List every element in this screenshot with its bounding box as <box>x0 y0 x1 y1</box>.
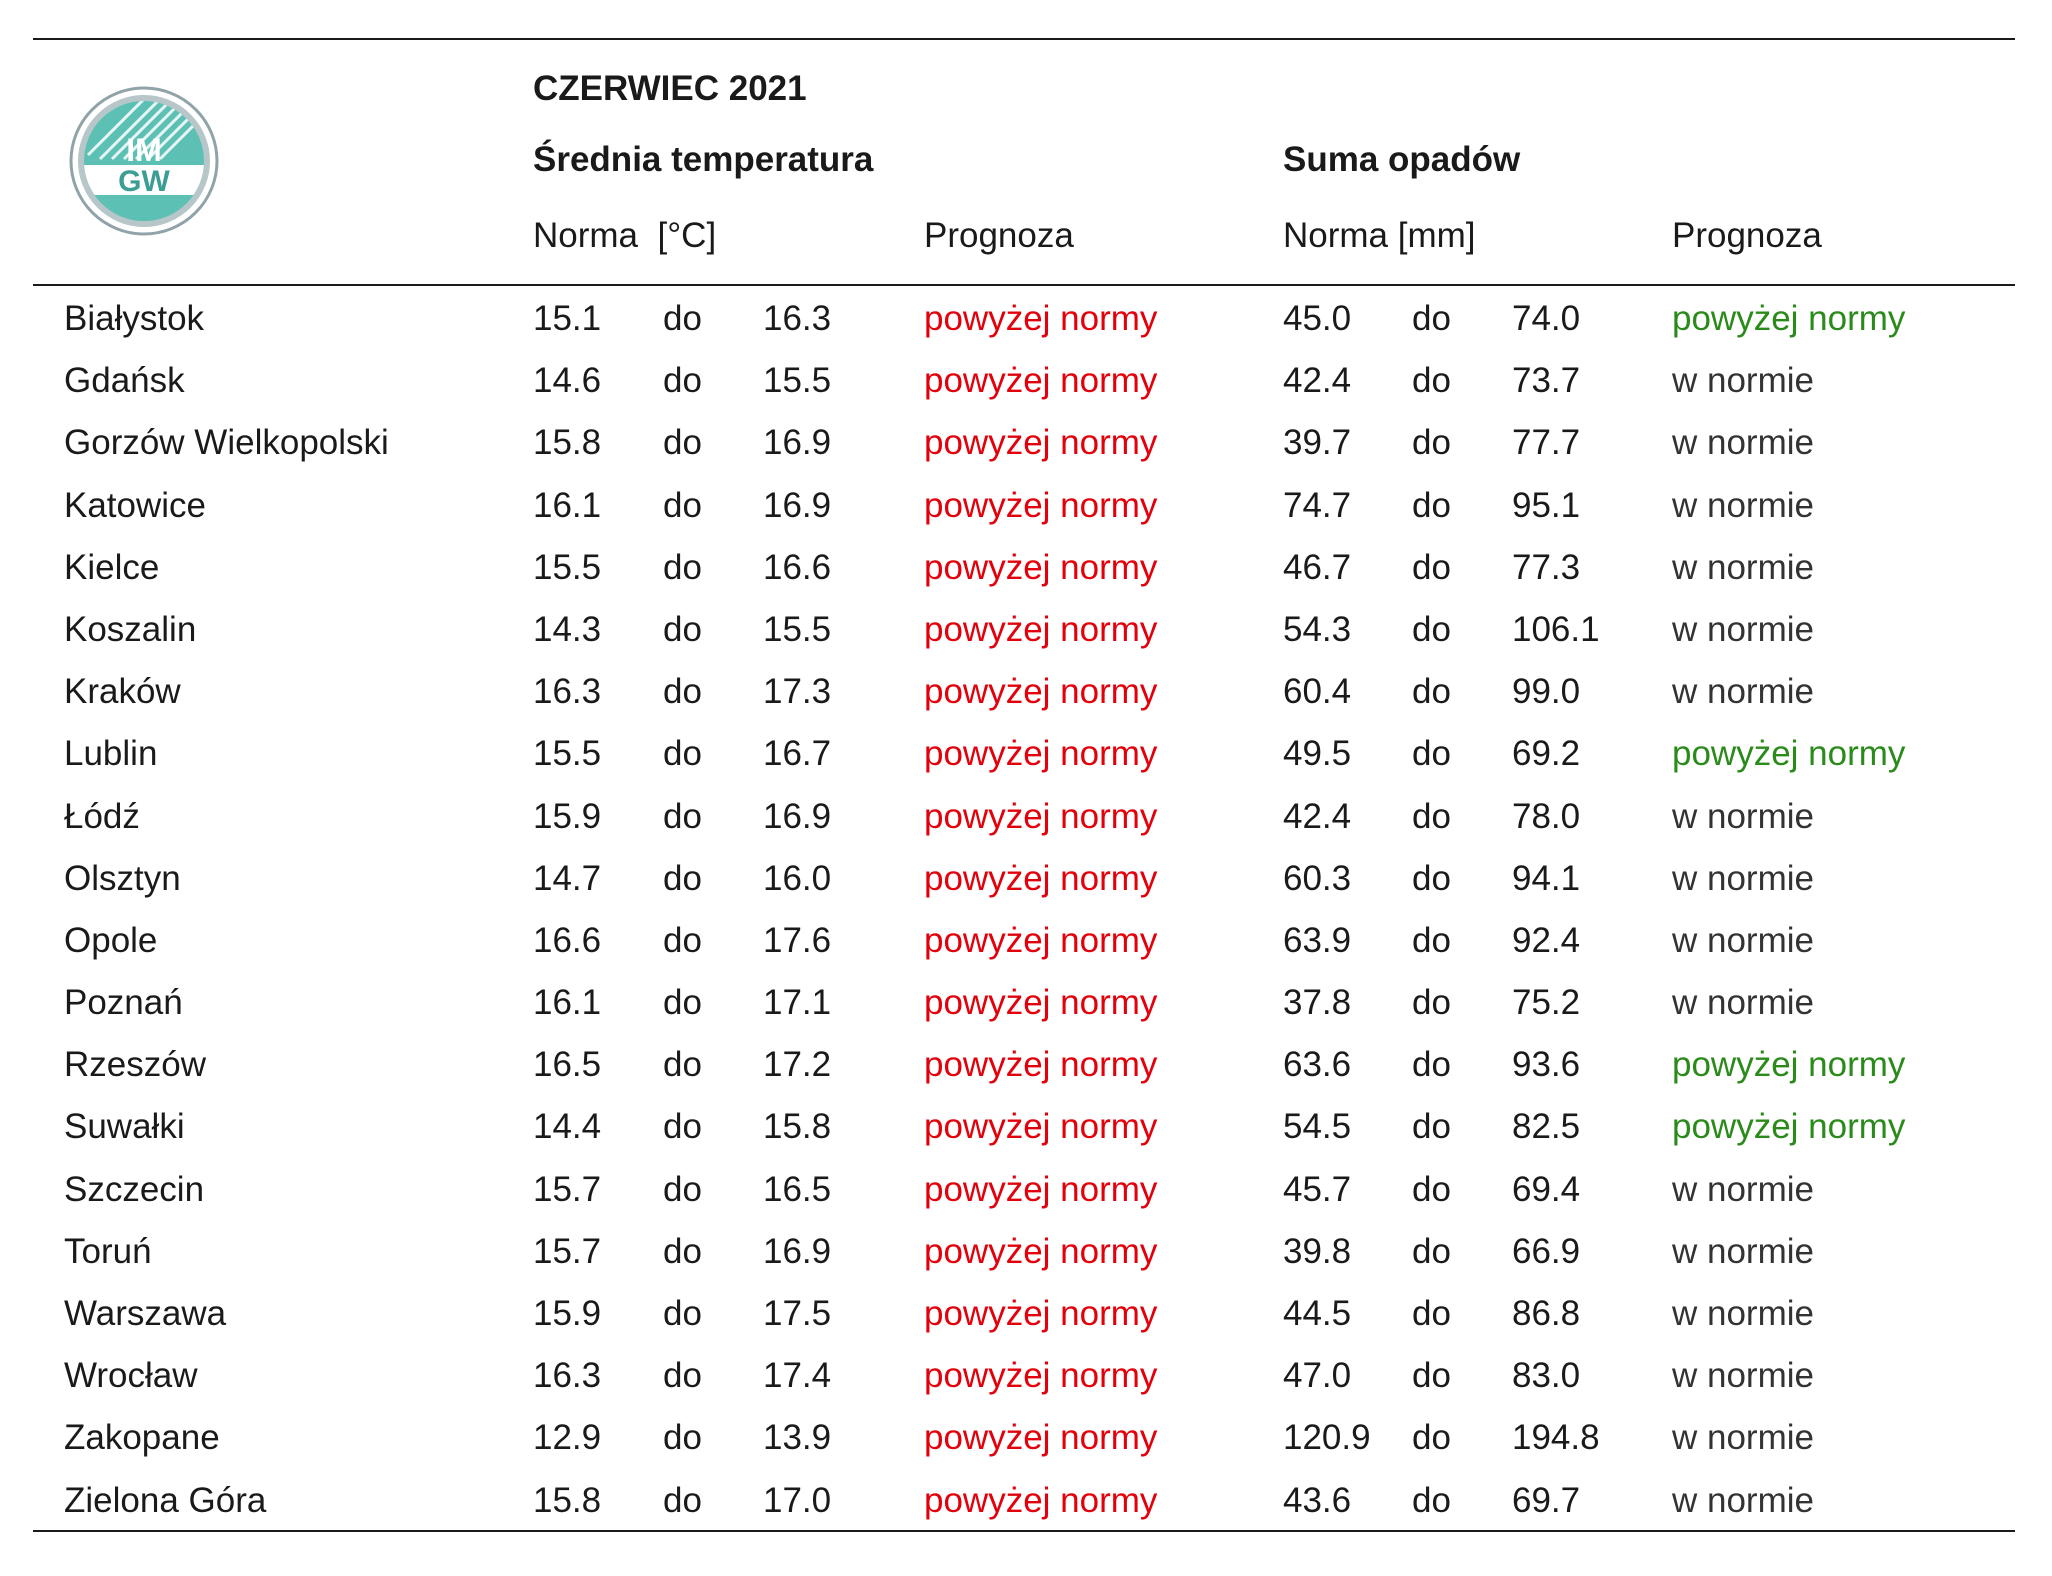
temp-norm-to: 15.8 <box>763 1107 832 1147</box>
city-name: Katowice <box>64 485 207 525</box>
precip-norm-to: 74.0 <box>1512 299 1581 338</box>
temp-norm-from: 14.6 <box>533 361 602 401</box>
city-name: Zakopane <box>64 1418 220 1458</box>
precip-norm-from: 39.8 <box>1283 1231 1352 1271</box>
table-row <box>0 1034 2052 1096</box>
city-name: Łódź <box>64 796 140 836</box>
table-row <box>0 1096 2052 1158</box>
table-row <box>0 537 2052 599</box>
precip-norm-from: 42.4 <box>1283 796 1352 836</box>
temp-norm-from: 16.3 <box>533 1356 602 1396</box>
precip-norm-to: 78.0 <box>1512 796 1581 836</box>
temp-norm-to: 13.9 <box>763 1418 832 1458</box>
precip-norm-from: 39.7 <box>1283 423 1352 463</box>
temp-norm-to: 17.2 <box>763 1045 832 1085</box>
table-row <box>0 723 2052 785</box>
precip-forecast: w normie <box>1672 920 1814 960</box>
precip-forecast: w normie <box>1672 858 1814 898</box>
temp-norm-to: 15.5 <box>763 361 832 401</box>
precip-forecast: w normie <box>1672 547 1814 587</box>
range-separator: do <box>663 609 702 649</box>
city-name: Kraków <box>64 672 181 712</box>
range-separator: do <box>1412 609 1451 649</box>
range-separator: do <box>663 1169 702 1209</box>
temp-norm-from: 12.9 <box>533 1418 602 1458</box>
page-title: CZERWIEC 2021 <box>533 69 807 108</box>
precip-forecast: w normie <box>1672 1480 1814 1520</box>
temp-norm-from: 16.6 <box>533 920 602 960</box>
city-name: Białystok <box>64 299 205 338</box>
precip-norm-to: 93.6 <box>1512 1045 1581 1085</box>
table-row <box>0 1221 2052 1283</box>
temp-norm-from: 14.7 <box>533 858 602 898</box>
temp-forecast: powyżej normy <box>924 1107 1158 1147</box>
precip-forecast: w normie <box>1672 983 1814 1023</box>
table-row <box>0 1345 2052 1407</box>
city-name: Szczecin <box>64 1169 205 1209</box>
range-separator: do <box>663 1231 702 1271</box>
precip-norm-to: 69.7 <box>1512 1480 1581 1520</box>
precip-forecast: w normie <box>1672 672 1814 712</box>
city-name: Opole <box>64 920 158 960</box>
temp-forecast: powyżej normy <box>924 796 1158 836</box>
precip-norm-to: 77.7 <box>1512 423 1581 463</box>
table-row <box>0 412 2052 474</box>
temp-norm-from: 15.9 <box>533 796 602 836</box>
temp-forecast: powyżej normy <box>924 361 1158 401</box>
precip-norm-to: 75.2 <box>1512 983 1581 1023</box>
temp-norm-to: 16.3 <box>763 299 832 338</box>
precip-forecast: powyżej normy <box>1672 1107 1906 1147</box>
temp-norm-to: 17.1 <box>763 983 832 1023</box>
temp-norm-from: 14.3 <box>533 609 602 649</box>
range-separator: do <box>1412 858 1451 898</box>
precip-norm-from: 54.3 <box>1283 609 1352 649</box>
range-separator: do <box>663 983 702 1023</box>
precip-norm-from: 74.7 <box>1283 485 1352 525</box>
range-separator: do <box>1412 734 1451 774</box>
temp-norm-from: 15.7 <box>533 1169 602 1209</box>
precip-norm-from: 46.7 <box>1283 547 1352 587</box>
city-name: Kielce <box>64 547 160 587</box>
temp-norm-from: 15.8 <box>533 423 602 463</box>
temp-forecast: powyżej normy <box>924 983 1158 1023</box>
precip-norm-to: 94.1 <box>1512 858 1581 898</box>
precip-forecast: w normie <box>1672 1231 1814 1271</box>
precip-norm-to: 77.3 <box>1512 547 1581 587</box>
imgw-logo <box>68 85 220 237</box>
table-row <box>0 350 2052 412</box>
precipitation-forecast-header: Prognoza <box>1672 216 1822 255</box>
temp-norm-to: 17.6 <box>763 920 832 960</box>
temp-forecast: powyżej normy <box>924 1169 1158 1209</box>
table-row <box>0 786 2052 848</box>
precip-norm-to: 86.8 <box>1512 1294 1581 1333</box>
range-separator: do <box>1412 1107 1451 1147</box>
precip-norm-from: 49.5 <box>1283 734 1352 774</box>
precip-forecast: w normie <box>1672 485 1814 525</box>
range-separator: do <box>663 1294 702 1333</box>
temp-norm-to: 16.9 <box>763 1231 832 1271</box>
range-separator: do <box>1412 1045 1451 1085</box>
range-separator: do <box>663 547 702 587</box>
temp-norm-to: 17.4 <box>763 1356 832 1396</box>
temp-norm-to: 17.5 <box>763 1294 832 1333</box>
bottom-rule <box>33 1530 2015 1532</box>
precip-norm-from: 63.9 <box>1283 920 1352 960</box>
city-name: Toruń <box>64 1231 152 1271</box>
range-separator: do <box>1412 920 1451 960</box>
logo-text-bottom: GW <box>118 165 170 198</box>
temp-norm-to: 16.9 <box>763 796 832 836</box>
range-separator: do <box>1412 1356 1451 1396</box>
table-row <box>0 1470 2052 1532</box>
precip-forecast: w normie <box>1672 1418 1814 1458</box>
temp-norm-to: 15.5 <box>763 609 832 649</box>
temp-norm-to: 16.9 <box>763 423 832 463</box>
range-separator: do <box>663 1356 702 1396</box>
precip-norm-from: 60.3 <box>1283 858 1352 898</box>
range-separator: do <box>1412 1418 1451 1458</box>
range-separator: do <box>1412 672 1451 712</box>
logo-text-top: IM <box>126 132 162 168</box>
range-separator: do <box>663 734 702 774</box>
precip-forecast: powyżej normy <box>1672 734 1906 774</box>
city-name: Gorzów Wielkopolski <box>64 423 389 463</box>
temp-norm-from: 15.9 <box>533 1294 602 1333</box>
temp-norm-to: 17.0 <box>763 1480 832 1520</box>
precip-forecast: w normie <box>1672 423 1814 463</box>
city-name: Lublin <box>64 734 158 774</box>
temperature-norm-header: Norma [°C] <box>533 216 717 255</box>
city-name: Suwałki <box>64 1107 185 1147</box>
range-separator: do <box>663 920 702 960</box>
city-name: Koszalin <box>64 609 197 649</box>
precip-norm-to: 82.5 <box>1512 1107 1581 1147</box>
precip-norm-to: 106.1 <box>1512 609 1600 649</box>
forecast-table-body <box>0 288 2052 1532</box>
table-row <box>0 972 2052 1034</box>
range-separator: do <box>1412 485 1451 525</box>
precip-norm-from: 37.8 <box>1283 983 1352 1023</box>
precip-forecast: w normie <box>1672 1169 1814 1209</box>
temp-forecast: powyżej normy <box>924 1356 1158 1396</box>
temp-norm-from: 16.1 <box>533 983 602 1023</box>
range-separator: do <box>1412 983 1451 1023</box>
temp-norm-from: 15.1 <box>533 299 602 338</box>
temp-norm-from: 16.3 <box>533 672 602 712</box>
precip-norm-from: 120.9 <box>1283 1418 1371 1458</box>
precip-norm-to: 73.7 <box>1512 361 1581 401</box>
temperature-forecast-header: Prognoza <box>924 216 1074 255</box>
precip-norm-from: 60.4 <box>1283 672 1352 712</box>
city-name: Zielona Góra <box>64 1480 267 1520</box>
precip-norm-from: 54.5 <box>1283 1107 1352 1147</box>
precip-forecast: w normie <box>1672 609 1814 649</box>
range-separator: do <box>663 361 702 401</box>
precip-norm-from: 63.6 <box>1283 1045 1352 1085</box>
temp-norm-to: 16.6 <box>763 547 832 587</box>
table-row <box>0 910 2052 972</box>
table-row <box>0 661 2052 723</box>
precip-norm-to: 69.2 <box>1512 734 1581 774</box>
range-separator: do <box>663 858 702 898</box>
city-name: Warszawa <box>64 1294 227 1333</box>
temp-norm-from: 15.5 <box>533 734 602 774</box>
range-separator: do <box>663 1480 702 1520</box>
range-separator: do <box>663 672 702 712</box>
table-row <box>0 599 2052 661</box>
precip-forecast: powyżej normy <box>1672 1045 1906 1085</box>
temp-forecast: powyżej normy <box>924 423 1158 463</box>
range-separator: do <box>1412 1294 1451 1333</box>
precipitation-group-header: Suma opadów <box>1283 140 1521 179</box>
range-separator: do <box>663 1107 702 1147</box>
table-row <box>0 1407 2052 1469</box>
range-separator: do <box>663 485 702 525</box>
temp-norm-from: 16.1 <box>533 485 602 525</box>
precip-norm-to: 92.4 <box>1512 920 1581 960</box>
range-separator: do <box>663 1418 702 1458</box>
city-name: Rzeszów <box>64 1045 206 1085</box>
precip-norm-to: 95.1 <box>1512 485 1581 525</box>
range-separator: do <box>1412 547 1451 587</box>
temp-forecast: powyżej normy <box>924 1480 1158 1520</box>
temp-norm-from: 16.5 <box>533 1045 602 1085</box>
table-row <box>0 288 2052 350</box>
temp-forecast: powyżej normy <box>924 1294 1158 1333</box>
temp-norm-to: 16.9 <box>763 485 832 525</box>
table-row <box>0 475 2052 537</box>
precip-norm-to: 83.0 <box>1512 1356 1581 1396</box>
temp-norm-from: 15.7 <box>533 1231 602 1271</box>
temp-forecast: powyżej normy <box>924 1045 1158 1085</box>
table-row <box>0 1159 2052 1221</box>
table-row <box>0 1283 2052 1345</box>
range-separator: do <box>663 1045 702 1085</box>
temp-norm-to: 16.5 <box>763 1169 832 1209</box>
table-row <box>0 848 2052 910</box>
precip-forecast: w normie <box>1672 1294 1814 1333</box>
range-separator: do <box>1412 1231 1451 1271</box>
precip-norm-to: 99.0 <box>1512 672 1581 712</box>
temp-forecast: powyżej normy <box>924 299 1158 338</box>
precip-norm-from: 47.0 <box>1283 1356 1352 1396</box>
range-separator: do <box>663 796 702 836</box>
temp-norm-from: 15.5 <box>533 547 602 587</box>
temp-forecast: powyżej normy <box>924 858 1158 898</box>
temp-forecast: powyżej normy <box>924 1231 1158 1271</box>
precip-norm-to: 194.8 <box>1512 1418 1600 1458</box>
city-name: Wrocław <box>64 1356 198 1396</box>
temp-norm-to: 17.3 <box>763 672 832 712</box>
range-separator: do <box>1412 361 1451 401</box>
temp-forecast: powyżej normy <box>924 672 1158 712</box>
precip-norm-from: 43.6 <box>1283 1480 1352 1520</box>
precip-norm-to: 69.4 <box>1512 1169 1581 1209</box>
precip-norm-from: 45.7 <box>1283 1169 1352 1209</box>
city-name: Olsztyn <box>64 858 181 898</box>
temp-forecast: powyżej normy <box>924 1418 1158 1458</box>
range-separator: do <box>1412 299 1451 338</box>
city-name: Gdańsk <box>64 361 185 401</box>
temp-norm-from: 15.8 <box>533 1480 602 1520</box>
temp-norm-to: 16.0 <box>763 858 832 898</box>
range-separator: do <box>1412 1480 1451 1520</box>
temp-forecast: powyżej normy <box>924 485 1158 525</box>
precip-forecast: powyżej normy <box>1672 299 1906 338</box>
temp-norm-to: 16.7 <box>763 734 832 774</box>
precip-norm-to: 66.9 <box>1512 1231 1581 1271</box>
range-separator: do <box>1412 423 1451 463</box>
range-separator: do <box>663 299 702 338</box>
temp-norm-from: 14.4 <box>533 1107 602 1147</box>
precip-norm-from: 42.4 <box>1283 361 1352 401</box>
temperature-group-header: Średnia temperatura <box>533 140 874 179</box>
temp-forecast: powyżej normy <box>924 920 1158 960</box>
precip-norm-from: 45.0 <box>1283 299 1352 338</box>
temp-forecast: powyżej normy <box>924 609 1158 649</box>
precip-forecast: w normie <box>1672 361 1814 401</box>
precip-forecast: w normie <box>1672 1356 1814 1396</box>
city-name: Poznań <box>64 983 183 1023</box>
precip-norm-from: 44.5 <box>1283 1294 1352 1333</box>
range-separator: do <box>1412 796 1451 836</box>
precipitation-norm-header: Norma [mm] <box>1283 216 1476 255</box>
range-separator: do <box>663 423 702 463</box>
temp-forecast: powyżej normy <box>924 547 1158 587</box>
precip-forecast: w normie <box>1672 796 1814 836</box>
temp-forecast: powyżej normy <box>924 734 1158 774</box>
range-separator: do <box>1412 1169 1451 1209</box>
top-rule <box>33 38 2015 40</box>
header-rule <box>33 284 2015 286</box>
